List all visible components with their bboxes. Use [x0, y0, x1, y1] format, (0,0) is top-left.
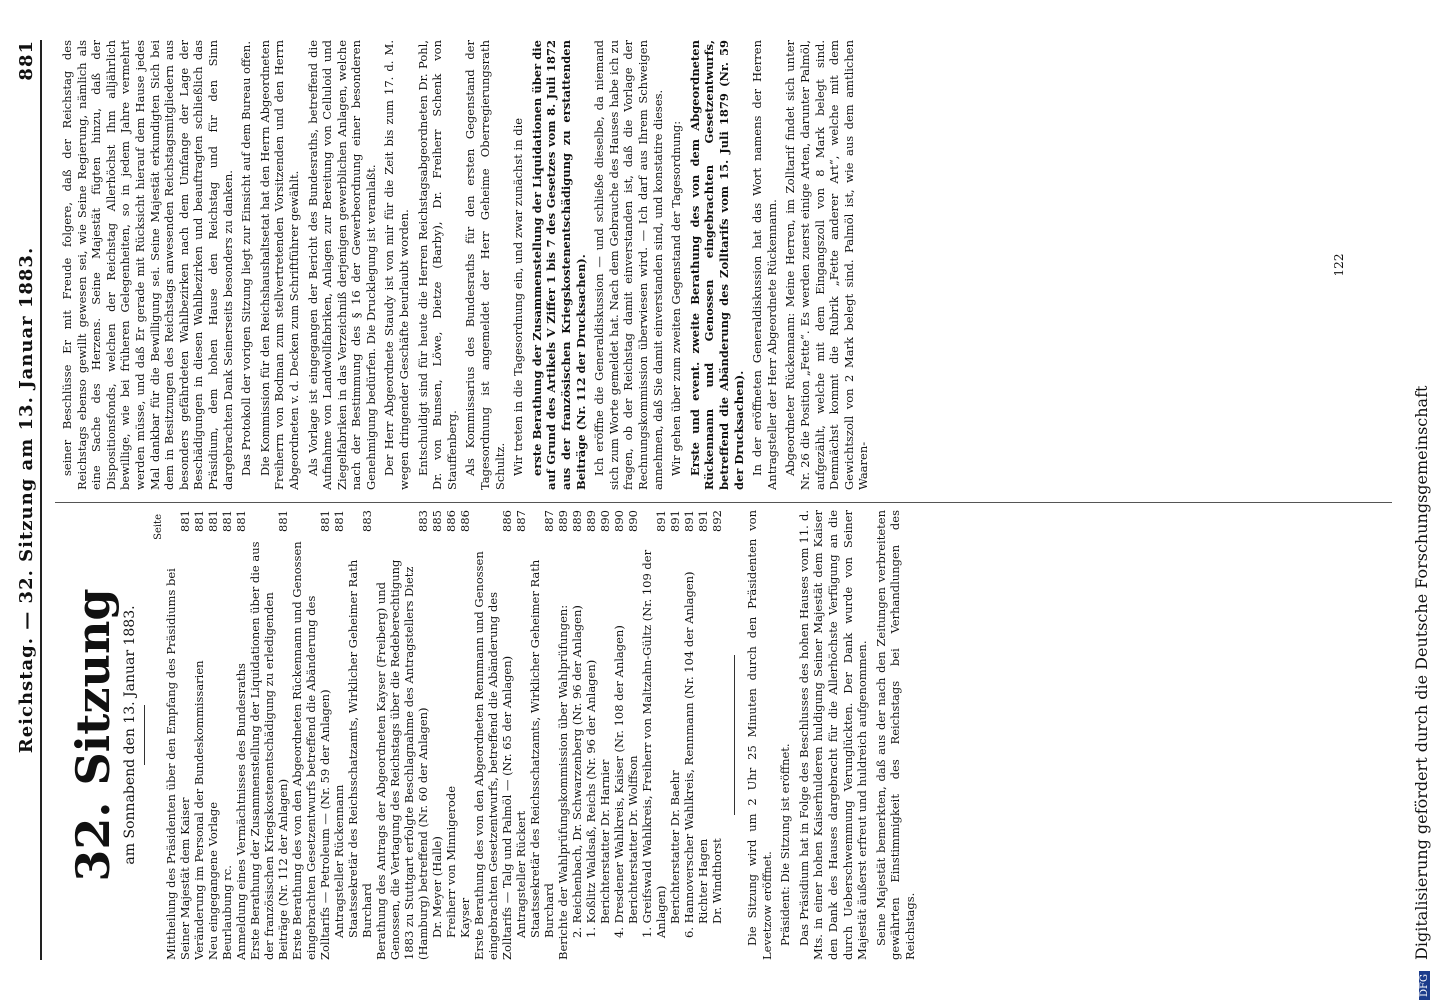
toc-entry-page: 890 [598, 510, 612, 532]
toc-entry-text: Beurlaubung rc. [220, 865, 234, 960]
paragraph: Abgeordneter Rückennann: Meine Herren, im Zolltarif findet sich unter Nr. 26 die Position „Fette“. Es werden zuerst einige Arten, darunter Palmöl, aufgezählt, welche mit dem Eingangszoll von 8 Mark belegt sind. Demnächst kommt die Rubrik „Fette anderer Art“, welche mit dem Gewichtszoll von 2 Mark belegt sind. Palmöl ist, wie aus dem amtlichen Waaren- [783, 40, 871, 490]
toc-entry-text: 2. Reichenbach, Dr. Schwarzenberg (Nr. 96 der Anlagen) [570, 605, 584, 938]
toc-entry-text: Berichterstatter Dr. Harnier [598, 759, 612, 924]
paragraph: Die Sitzung wird um 2 Uhr 25 Minuten durch den Präsidenten von Levetzow eröffnet. [745, 510, 774, 960]
toc-entry [584, 510, 598, 960]
toc-heading: Seite [153, 514, 164, 540]
toc-entry-text: Berichterstatter Dr. Wolffson [626, 755, 640, 924]
title-rule [144, 705, 145, 765]
toc-entry-text: Antragsteller Rückert [514, 810, 528, 938]
session-title: 32. Sitzung [66, 588, 120, 882]
toc-entry-page: 891 [654, 510, 668, 532]
toc-separator [734, 655, 735, 815]
toc-entry [444, 510, 458, 960]
toc-entry-page: 891 [696, 510, 710, 532]
toc-entry-text: Berichterstatter Dr. Baehr [668, 770, 682, 924]
toc-entry-page: 886 [500, 510, 514, 532]
toc-entry-text: Richter Hagen [696, 838, 710, 924]
paragraph: seiner Beschlüsse Er mit Freude folgere, daß der Reichstag des Reichstags ebenso gewillt gewesen sei, wie Seine Regierung, nämlich als eine Sache des Herzens. Seine Majestät fügten hinzu, daß der Dispositionsfonds, welchen der Reichstag Allerhöchst Ihm alljährlich bewillige, wie bei früheren Gelegenheiten, so in jedem Jahre vermehrt werden müsse, und daß Er gerade mit Rücksicht hierauf dem Hause jedes Mal dankbar für die Bewilligung sei. Seine Majestät erkundigten Sich bei dem in Besitzungen des Reichstags anwesenden Reichstagsmitgliedern aus besonders gefährdeten Wahlbezirken nach dem Umfange der Lage der Beschädigungen in diesen Wahlbezirken und beauftragten schließlich das Präsidium, dem hohen Hause den Reichstag und für den Sinn dargebrachten Dank Seinerseits besonders zu danken. [60, 40, 235, 490]
column-divider [55, 502, 1392, 503]
toc-entry [164, 510, 192, 960]
toc-entry [220, 510, 234, 960]
toc-entry [248, 510, 290, 960]
toc-entry [472, 510, 514, 960]
toc-entry-text: Erste Berathung der Zusammenstellung der Liquidationen über die aus der französischen Kriegskostenentschädigung zu erledigenden Beiträge (Nr. 112 der Anlagen) [248, 541, 290, 960]
toc-entry-page: 885 [430, 510, 444, 532]
right-column [60, 40, 1392, 490]
toc-entry-text: Erste Berathung des von den Abgeordneten Rückennann und Genossen eingebrachten Gesetzentwurfs betreffend die Abänderung des Zolltarifs — Petroleum — (Nr. 59 der Anlagen) [290, 541, 332, 960]
header-page-number: 881 [16, 40, 37, 81]
toc-entry [626, 510, 640, 960]
paragraph: Entschuldigt sind für heute die Herren Reichstagsabgeordneten Dr. Pohl, Dr. von Bunsen, Löwe, Dietze (Barby), Dr. Freiherr Schenk von Stauffenberg. [415, 40, 459, 490]
paragraph: In der eröffneten Generaldiskussion hat das Wort namens der Herren Antragsteller der Herr Abgeordnete Rückennann. [750, 40, 779, 490]
toc-entry [640, 510, 668, 960]
toc-entry-text: Anmeldung eines Vermächtnisses des Bundesraths [234, 663, 248, 960]
toc-entry-text: 4. Dresdener Wahlkreis, Kaiser (Nr. 108 der Anlagen) [612, 625, 626, 938]
toc-entry-text: 1. Greifswald Wahlkreis, Freiherr von Maltzahn-Gültz (Nr. 109 der Anlagen) [640, 549, 668, 938]
footer-rotated [1412, 0, 1432, 1000]
toc-entry [458, 510, 472, 960]
toc-entry-page: 881 [192, 510, 206, 532]
left-column [60, 510, 1392, 960]
paragraph: Ich eröffne die Generaldiskussion — und schließe dieselbe, da niemand sich zum Worte gemeldet hat. Nach dem Gebrauche des Hauses habe ich zu fragen, ob der Reichstag damit einverstanden ist, daß die Vorlage der Rechnungskommission überwiesen wird. — Ich darf aus Ihrem Schweigen annehmen, daß Sie damit einverstanden sind, und konstatire dieses. [592, 40, 665, 490]
toc-entry [710, 510, 724, 960]
toc-entry-page: 886 [458, 510, 472, 532]
toc-entry [206, 510, 220, 960]
toc-entry-page: 881 [206, 510, 220, 532]
paragraph: Wir gehen über zum zweiten Gegenstand der Tagesordnung: [669, 120, 684, 476]
toc-entry-page: 886 [444, 510, 458, 532]
toc-entry [598, 510, 612, 960]
toc-entry-page: 883 [416, 510, 430, 532]
toc-entry [430, 510, 444, 960]
header-rule [40, 40, 42, 960]
toc-entry-page: 891 [668, 510, 682, 532]
toc-entry [346, 510, 374, 960]
paragraph: Als Vorlage ist eingegangen der Bericht des Bundesraths, betreffend die Aufnahme von Landwollfabriken, Anlagen zur Bereitung von Celluloid und Ziegelfabriken in das Verzeichniß derjenigen gewerblichen Anlagen, welche nach der Bestimmung des § 16 der Gewerbeordnung einer besonderen Genehmigung bedürfen. Die Drucklegung ist veranlaßt. [305, 40, 378, 490]
toc-entry [290, 510, 332, 960]
toc-entry [528, 510, 556, 960]
toc-entry-page: 887 [542, 510, 556, 532]
page-number-bottom: 122 [1332, 253, 1346, 277]
toc-entry-page: 889 [556, 510, 570, 532]
paragraph: Das Protokoll der vorigen Sitzung liegt zur Einsicht auf dem Bureau offen. [239, 41, 254, 476]
toc-entry [570, 510, 584, 960]
toc-entry [332, 510, 346, 960]
toc-entry-page: 887 [514, 510, 528, 532]
paragraph: erste Berathung der Zusammenstellung der Liquidationen über die auf Grund des Artikels V Ziffer 1 bis 7 des Gesetzes vom 8. Juli 1872 aus der französischen Kriegskostenentschädigung zu erstattenden Beiträge (Nr. 112 der Drucksachen). [529, 40, 588, 490]
toc-entry-text: Mittheilung des Präsidenten über den Empfang des Präsidiums bei Seiner Majestät dem Kaiser [164, 568, 192, 960]
toc-entry-page: 881 [332, 510, 346, 532]
toc-entry-text: Staatssekretär des Reichsschatzamts, Wirklicher Geheimer Rath Burchard [346, 559, 374, 938]
toc-entry-page: 892 [710, 510, 724, 532]
paragraph: Das Präsidium hat in Folge des Beschlusses des hohen Hauses vom 11. d. Mts. in einer hohen Kaiserhulderen huldigung Seiner Majestät dem Kaiser den Dank des Hauses dargebracht für die Allerhöchste Verfügung an die durch Ueberschwemmung Verunglückten. Der Dank wurde von Seiner Majestät äußerst erfreut und huldreich aufgenommen. [796, 510, 870, 960]
toc-entry-page: 890 [612, 510, 626, 532]
toc-entry-text: Veränderung im Personal der Bundeskommissarien [192, 660, 206, 960]
toc-entry [612, 510, 626, 960]
dfg-logo: DFG [1419, 971, 1430, 1000]
toc-entry-page: 889 [584, 510, 598, 532]
toc-entry-page: 881 [276, 510, 290, 532]
paragraph: Als Kommissarius des Bundesraths für den ersten Gegenstand der Tagesordnung ist angemeldet der Herr Geheime Oberregierungsrath Schultz. [463, 40, 507, 490]
toc-entry [374, 510, 430, 960]
toc-entry [696, 510, 710, 960]
toc-entry-text: Antragsteller Rückennann [332, 784, 346, 938]
toc-entry-text: Dr. Windthorst [710, 838, 724, 924]
paragraph: Der Herr Abgeordnete Staudy ist von mir für die Zeit bis zum 17. d. M. wegen dringender Geschäfte beurlaubt worden. [382, 40, 412, 490]
footer-text: Digitalisierung gefördert durch die Deutsche Forschungsgemeinschaft [1412, 385, 1431, 960]
toc-entry-page: 889 [570, 510, 584, 532]
toc-entry-text: Berathung des Antrags der Abgeordneten Kayser (Freiberg) und Genossen, die Vertagung des Reichstags über die Redeberechtigung 1883 zu Stuttgart erfolgte Beschlagnahme des Antragstellers Dietz (Hamburg) betreffend (Nr. 60 der Anlagen) [374, 559, 430, 960]
toc-entry-text: Staatssekretär des Reichsschatzamts, Wirklicher Geheimer Rath Burchard [528, 559, 556, 938]
toc-entry-text: Erste Berathung des von den Abgeordneten Rennmann und Genossen eingebrachten Gesetzentwurfs, betreffend die Abänderung des Zolltarifs — Talg und Palmöl — (Nr. 65 der Anlagen) [472, 551, 514, 960]
toc-entry [514, 510, 528, 960]
toc-entry-text: Kayser [458, 897, 472, 938]
toc-entry [556, 510, 570, 960]
toc-entry-page: 881 [178, 510, 192, 532]
paragraph: Wir treten in die Tagesordnung ein, und zwar zunächst in die [511, 117, 526, 476]
session-date: am Sonnabend den 13. Januar 1883. [122, 605, 138, 865]
toc-entry [234, 510, 248, 960]
left-body [745, 510, 918, 960]
toc-entry [682, 510, 696, 960]
toc-entry [192, 510, 206, 960]
paragraph: Seine Majestät bemerkten, daß aus der nach den Zeitungen verbreiteten gewährten Einstimmigkeit des Reichstags bei Verhandlungen des Reichstags. [873, 510, 917, 960]
toc-entry-page: 881 [318, 510, 332, 532]
paragraph: Erste und event. zweite Berathung des von dem Abgeordneten Rückennann und Genossen eingebrachten Gesetzentwurfs, betreffend die Abänderung des Zolltarifs vom 15. Juli 1879 (Nr. 59 der Drucksachen). [687, 40, 746, 490]
toc-entry-text: 6. Hannoverscher Wahlkreis, Rennmann (Nr. 104 der Anlagen) [682, 571, 696, 938]
paragraph: Die Kommission für den Reichshaushaltsetat hat den Herrn Abgeordneten Freiherrn von Bodman zum stellvertretenden Vorsitzenden und den Herrn Abgeordneten v. d. Decken zum Schriftführer gewählt. [257, 40, 301, 490]
toc-entry-page: 881 [234, 510, 248, 532]
right-body [60, 40, 871, 490]
toc-entry-text: Dr. Meyer (Halle) [430, 836, 444, 938]
footer-strip [1412, 0, 1432, 1000]
toc-entry-text: 1. Koßlitz Waldsaß, Reichs (Nr. 96 der Anlagen) [584, 659, 598, 938]
toc-entry-page: 881 [220, 510, 234, 532]
toc-entry-text: Freiherr von Minnigerode [444, 785, 458, 938]
toc-entry-page: 883 [360, 510, 374, 532]
toc-entry-page: 891 [682, 510, 696, 532]
toc-entry [668, 510, 682, 960]
table-of-contents [164, 510, 724, 960]
running-header: Reichstag. — 32. Sitzung am 13. Januar 1883. [16, 246, 37, 754]
paragraph: Präsident: Die Sitzung ist eröffnet. [778, 743, 793, 946]
toc-entry-text: Neu eingegangene Vorlage [206, 801, 220, 960]
toc-entry-page: 890 [626, 510, 640, 532]
toc-entry-text: Berichte der Wahlprüfungskommission über Wahlprüfungen: [556, 604, 570, 960]
